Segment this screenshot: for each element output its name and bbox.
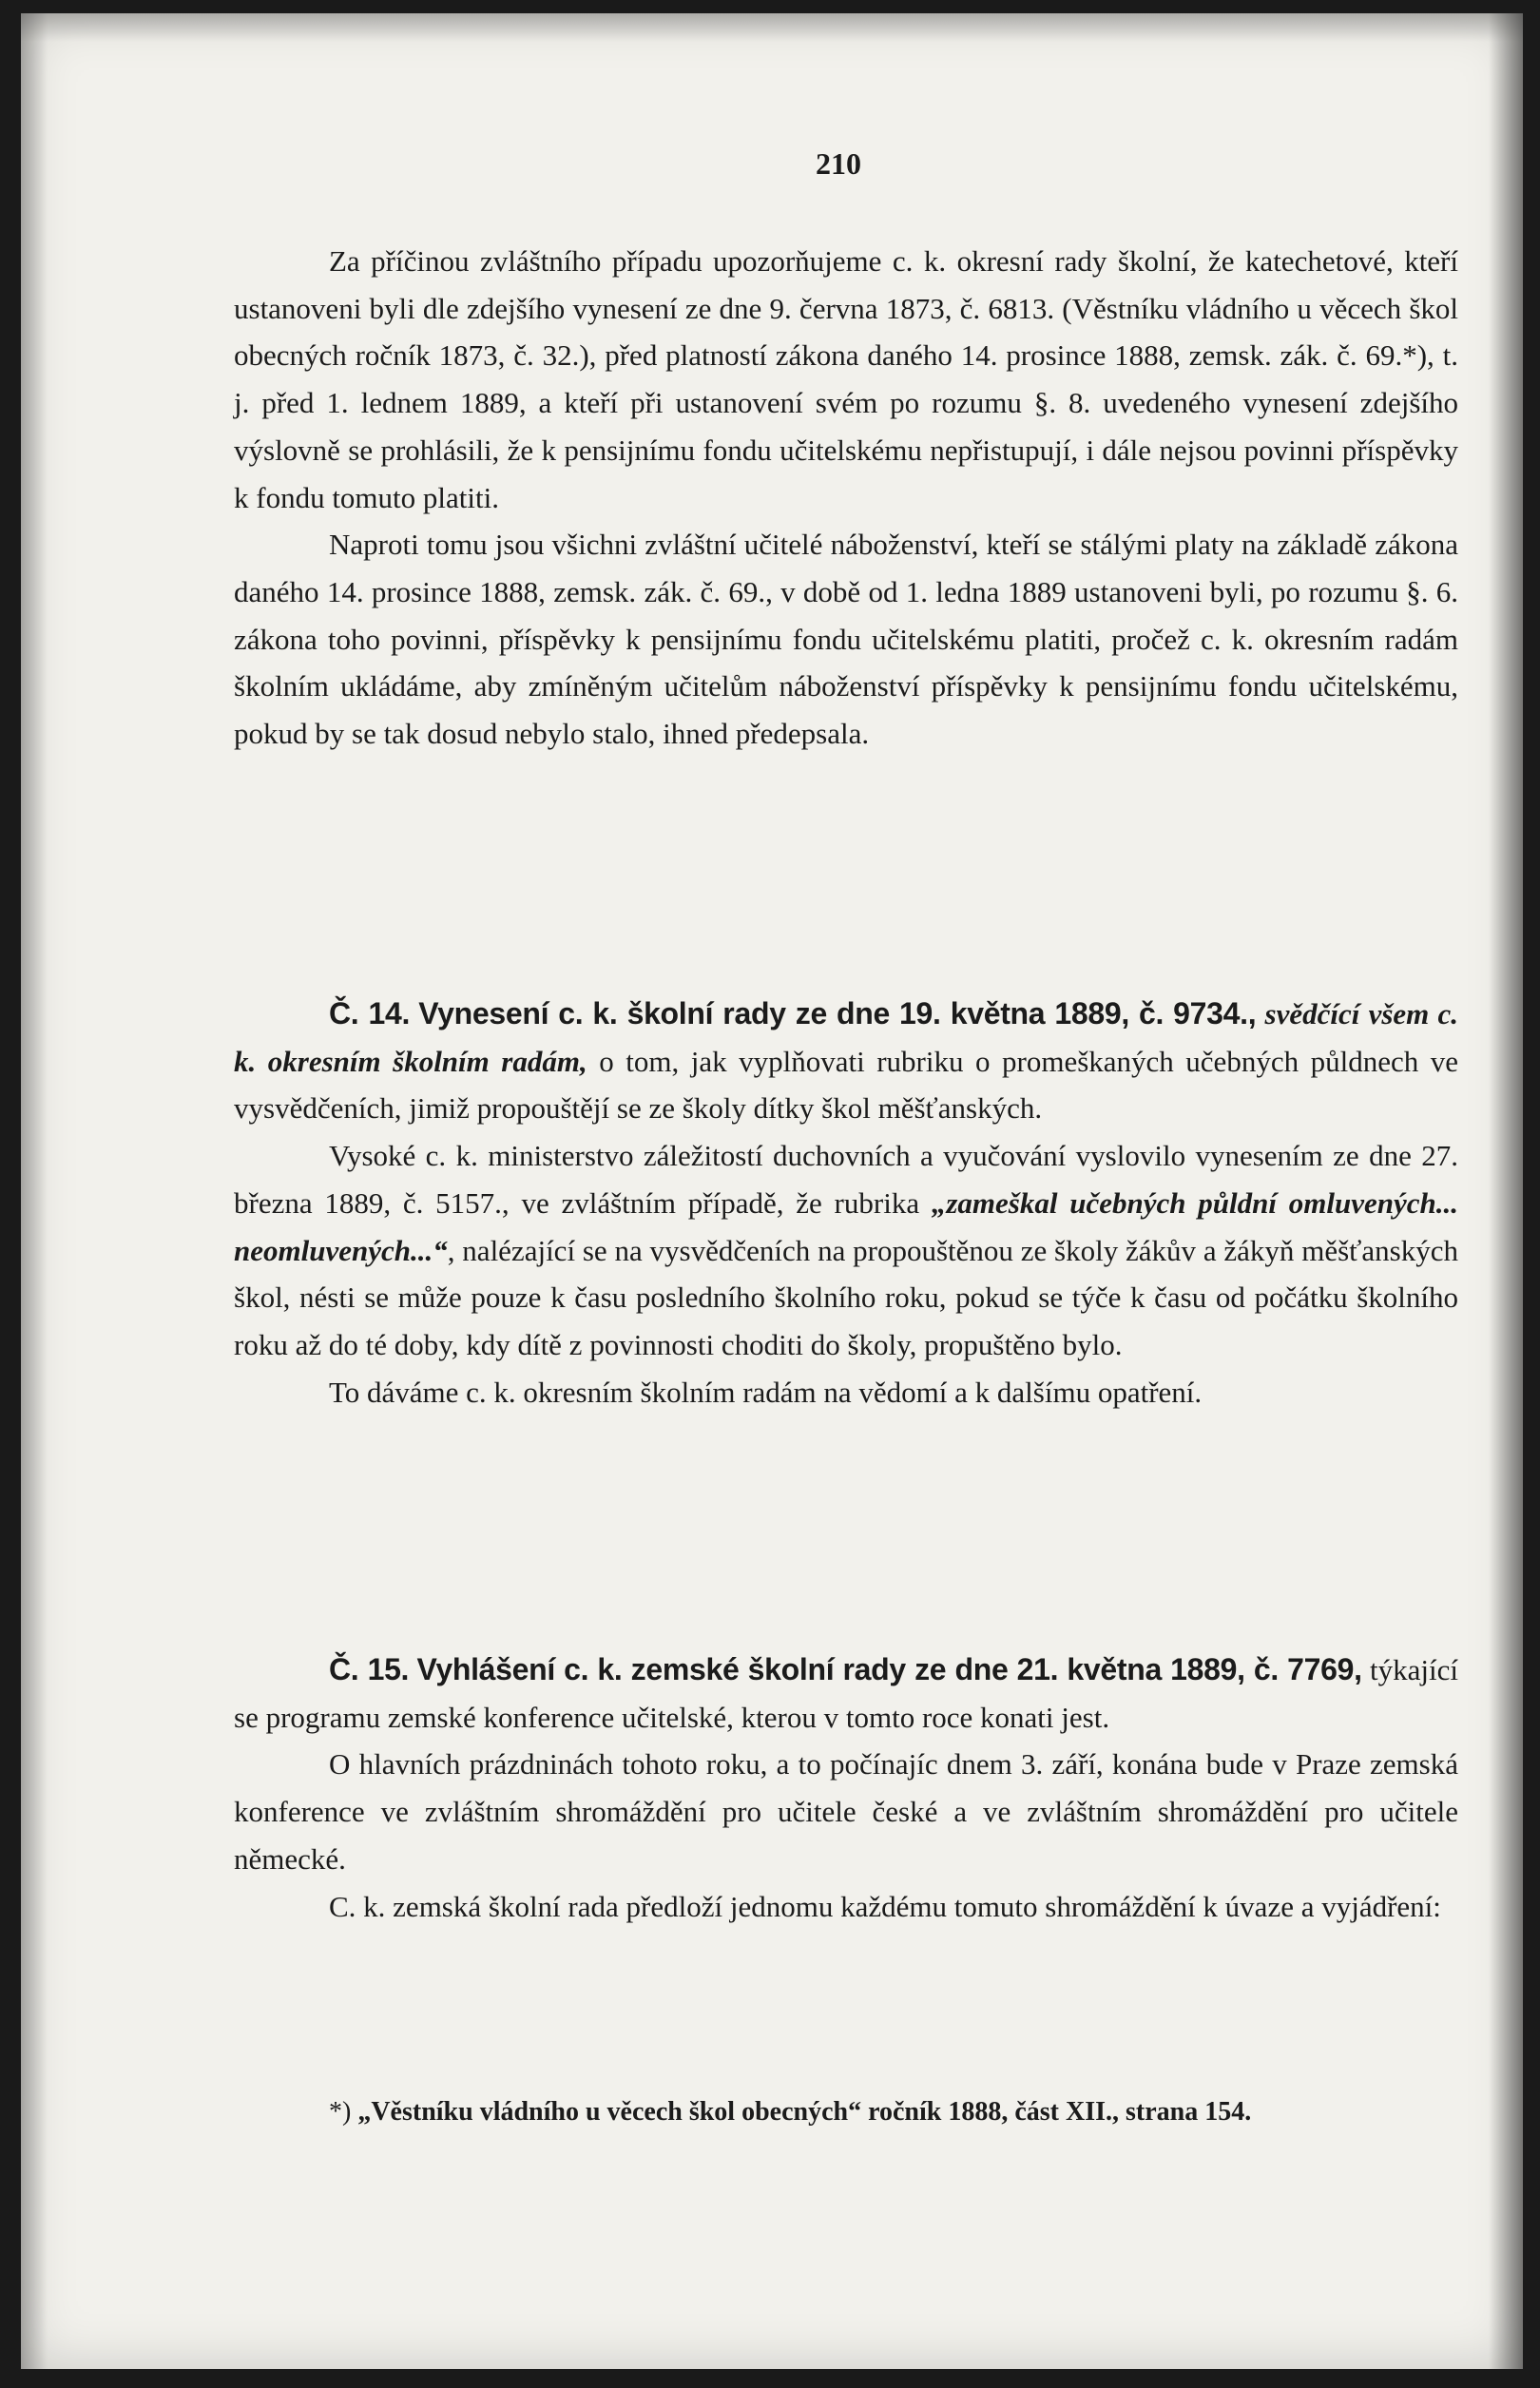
section-15-subject: týkající se programu zemské konference učitelské, kterou v tomto roce konati jest.: [234, 1653, 1459, 1734]
body-text: [234, 238, 1458, 758]
scanned-page: [21, 13, 1523, 2369]
section-15: [234, 1647, 1458, 1930]
footnote: [234, 2090, 1458, 2135]
section-15-title: Vyhlášení c. k. zemské školní rady ze dne 21. května 1889, č. 7769,: [416, 1652, 1362, 1686]
footnote-marker: *): [329, 2097, 352, 2127]
section-14-paragraph-1: [234, 1132, 1458, 1369]
section-15-number: Č. 15.: [329, 1652, 410, 1686]
page-number: 210: [816, 146, 861, 181]
section-15-heading: [234, 1647, 1458, 1741]
page-edge-shadow-top: [21, 13, 1523, 42]
section-14-subject: o tom, jak vyplňovati rubriku o promeškaných učebných půldnech ve vysvědčeních, jimiž propouštějí se ze školy dítky škol měšťanských.: [234, 1044, 1458, 1126]
section-15-paragraph-2: C. k. zemská školní rada předloží jednomu každému tomuto shromáždění k úvaze a vyjádření:: [329, 1889, 1441, 1923]
footnote-line: [234, 2090, 1458, 2135]
section-14-p1-after: , nalézající se na vysvědčeních na propouštěnou ze školy žákův a žákyň měšťanských škol, nésti se může pouze k času posledního školního roku, pokud se týče k času od počátku školního roku až do té doby, kdy dítě z povinnosti choditi do školy, propuštěno bylo.: [234, 1233, 1458, 1361]
paragraph-ucitele-nabozenstvi: Naproti tomu jsou všichni zvláštní učitelé náboženství, kteří se stálými platy na základě zákona daného 14. prosince 1888, zemsk. zák. č. 69., v době od 1. ledna 1889 ustanoveni byli, po rozumu §. 6. zákona toho povinni, příspěvky k pensijnímu fondu učitelskému platiti, pročež c. k. okresním radám školním ukládáme, aby zmíněným učitelům náboženství příspěvky k pensijnímu fondu učitelskému, pokud by se tak dosud nebylo stalo, ihned předepsala.: [234, 528, 1458, 751]
page-edge-shadow-right: [1489, 13, 1523, 2369]
section-15-paragraph-1: O hlavních prázdninách tohoto roku, a to počínajíc dnem 3. září, konána bude v Praze zemská konference ve zvláštním shromáždění pro učitele české a ve zvláštním shromáždění pro učitele německé.: [234, 1747, 1458, 1876]
section-14-rubric-quote: „zameškal učebných půldní omluvených... neomluvených...“: [234, 1185, 1458, 1267]
section-14-addressee: svědčící všem c. k. okresním školním radám,: [234, 997, 1459, 1078]
section-14-title: Vynesení c. k. školní rady ze dne 19. května 1889, č. 9734.,: [418, 996, 1257, 1030]
footnote-text: „Věstníku vládního u věcech škol obecných“ ročník 1888, část XII., strana 154.: [357, 2097, 1252, 2127]
section-14: [234, 991, 1458, 1415]
section-14-paragraph-2: To dáváme c. k. okresním školním radám na vědomí a k dalšímu opatření.: [329, 1375, 1203, 1409]
page-edge-shadow-left: [21, 13, 48, 2369]
paragraph-katecheti: Za příčinou zvláštního případu upozorňujeme c. k. okresní rady školní, že katechetové, kteří ustanoveni byli dle zdejšího vynesení ze dne 9. června 1873, č. 6813. (Věstníku vládního u věcech škol obecných ročník 1873, č. 32.), před platností zákona daného 14. prosince 1888, zemsk. zák. č. 69.*), t. j. před 1. lednem 1889, a kteří při ustanovení svém po rozumu §. 8. uvedeného vynesení zdejšího výslovně se prohlásili, že k pensijnímu fondu učitelskému nepřistupují, i dále nejsou povinni příspěvky k fondu tomuto platiti.: [234, 244, 1458, 514]
section-14-heading: [234, 991, 1458, 1132]
section-14-p1-before: Vysoké c. k. ministerstvo záležitostí duchovních a vyučování vyslovilo vynesením ze dne 27. března 1889, č. 5157., ve zvláštním případě, že rubrika: [234, 1139, 1458, 1220]
section-14-number: Č. 14.: [329, 996, 411, 1030]
